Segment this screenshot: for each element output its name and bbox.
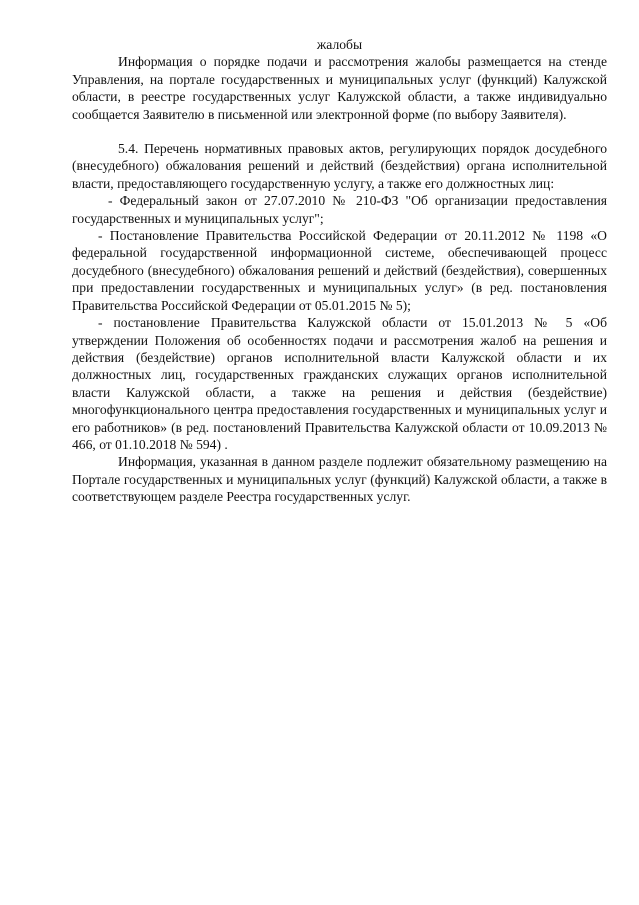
legal-act-rf-government-decree: - Постановление Правительства Российской Федерации от 20.11.2012 № 1198 «О федеральной государственной информационной системе, обеспечивающей процесс досудебного (внесудебного) обжалования решений и действий (бездействия), совершенных при предоставлении государственных и муниципальных услуг» (в ред. постановления Правительства Российской Федерации от 05.01.2015 № 5); <box>72 228 607 313</box>
continued-heading: жалобы <box>316 37 363 52</box>
document-page <box>72 36 607 506</box>
paragraph-info-stand: Информация о порядке подачи и рассмотрения жалобы размещается на стенде Управления, на портале государственных и муниципальных услуг (функций) Калужской области, в реестре государственных услуг Калужской области, а также индивидуально сообщается Заявителю в письменной или электронной форме (по выбору Заявителя). <box>72 54 607 122</box>
paragraph-gap <box>72 123 607 140</box>
paragraph-placement: Информация, указанная в данном разделе подлежит обязательному размещению на Портале государственных и муниципальных услуг (функций) Калужской области, а также в соответствующем разделе Реестра государственных услуг. <box>72 454 607 505</box>
legal-act-federal-law: - Федеральный закон от 27.07.2010 № 210-ФЗ "Об организации предоставления государственных и муниципальных услуг"; <box>72 193 607 226</box>
legal-act-kaluga-government-decree: - постановление Правительства Калужской области от 15.01.2013 № 5 «Об утверждении Положения об особенностях подачи и рассмотрения жалоб на решения и действия (бездействие) органов исполнительной власти Калужской области и их должностных лиц, государственных гражданских служащих органов исполнительной власти Калужской области, а также на решения и действия (бездействие) многофункционального центра предоставления государственных и муниципальных услуг и его работников» (в ред. постановлений Правительства Калужской области от 10.09.2013 № 466, от 01.10.2018 № 594) . <box>72 315 607 452</box>
section-5-4-intro: 5.4. Перечень нормативных правовых актов, регулирующих порядок досудебного (внесудебного) обжалования решений и действий (бездействия) органа исполнительной власти, предоставляющего государственную услугу, а также его должностных лиц: <box>72 141 607 191</box>
